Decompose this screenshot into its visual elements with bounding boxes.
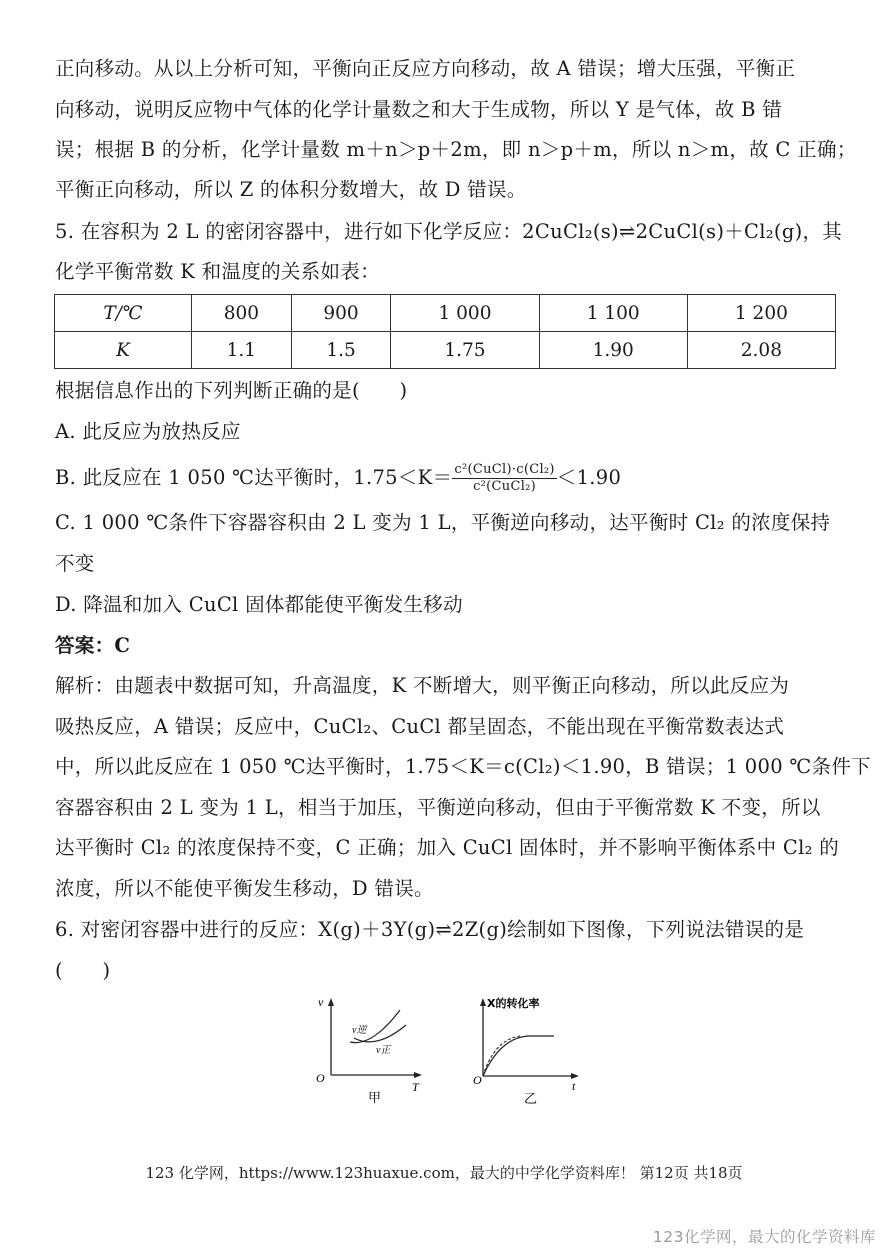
answer: 答案：C <box>55 634 131 657</box>
table-cell: 1 000 <box>391 295 539 332</box>
table-cell: 1.90 <box>539 332 687 369</box>
curve-label-v-forward: v正 <box>376 1045 391 1056</box>
equilibrium-constant-table <box>54 294 836 369</box>
question-6-stem: ( ) <box>55 959 111 982</box>
graph-yi <box>468 990 598 1115</box>
option-c: C. 1 000 ℃条件下容器容积由 2 L 变为 1 L，平衡逆向移动，达平衡时 Cl₂ 的浓度保持 <box>55 511 831 534</box>
question-5-stem: 化学平衡常数 K 和温度的关系如表： <box>55 260 380 283</box>
y-axis-label: v <box>318 995 324 1009</box>
question-5-stem: 5. 在容积为 2 L 的密闭容器中，进行如下化学反应：2CuCl₂(s)⇌2CuCl(s)＋Cl₂(g)，其 <box>55 220 843 243</box>
curve-dashed <box>483 1036 520 1076</box>
option-b-suffix: ＜1.90 <box>556 466 622 489</box>
analysis-text-line: 中，所以此反应在 1 050 ℃达平衡时，1.75＜K＝c(Cl₂)＜1.90，B 错误；1 000 ℃条件下 <box>55 755 871 778</box>
question-5-prompt: 根据信息作出的下列判断正确的是( ) <box>55 379 408 402</box>
table-cell: 1.75 <box>391 332 539 369</box>
x-axis-label: T <box>412 1080 419 1094</box>
table-cell: 1 100 <box>539 295 687 332</box>
table-cell: 1.1 <box>192 332 292 369</box>
analysis-text-line: 解析：由题表中数据可知，升高温度，K 不断增大，则平衡正向移动，所以此反应为 <box>55 674 790 697</box>
y-axis-label: X的转化率 <box>487 997 540 1010</box>
option-b <box>55 462 845 495</box>
table-row <box>55 332 836 369</box>
option-d: D. 降温和加入 CuCl 固体都能使平衡发生移动 <box>55 593 463 616</box>
table-cell: 2.08 <box>687 332 835 369</box>
table-cell: 800 <box>192 295 292 332</box>
graph-caption: 乙 <box>524 1092 538 1107</box>
table-header-k: K <box>55 332 192 369</box>
origin-label: O <box>316 1071 325 1085</box>
analysis-text-line: 正向移动。从以上分析可知，平衡向正反应方向移动，故 A 错误；增大压强，平衡正 <box>55 57 796 80</box>
question-6-stem: 6. 对密闭容器中进行的反应：X(g)＋3Y(g)⇌2Z(g)绘制如下图像，下列说法错误的是 <box>55 918 805 941</box>
analysis-text-line: 浓度，所以不能使平衡发生移动，D 错误。 <box>55 877 434 900</box>
origin-label: O <box>473 1073 482 1087</box>
option-b-prefix: B. 此反应在 1 050 ℃达平衡时，1.75＜K＝ <box>55 466 453 489</box>
option-a: A. 此反应为放热反应 <box>55 420 241 443</box>
analysis-text-line: 容器容积由 2 L 变为 1 L，相当于加压，平衡逆向移动，但由于平衡常数 K 不变，所以 <box>55 796 821 819</box>
curve-solid <box>483 1036 554 1076</box>
y-axis-arrow <box>480 998 486 1006</box>
fraction-numerator: c²(CuCl)·c(Cl₂) <box>454 462 555 477</box>
table-cell: 900 <box>291 295 391 332</box>
y-axis-arrow <box>328 998 334 1006</box>
analysis-text-line: 达平衡时 Cl₂ 的浓度保持不变，C 正确；加入 CuCl 固体时，并不影响平衡体系中 Cl₂ 的 <box>55 836 840 859</box>
analysis-text-line: 平衡正向移动，所以 Z 的体积分数增大，故 D 错误。 <box>55 178 527 201</box>
graph-jia <box>310 990 450 1110</box>
analysis-text-line: 向移动，说明反应物中气体的化学计量数之和大于生成物，所以 Y 是气体，故 B 错 <box>55 98 782 121</box>
curve-label-v-reverse: v逆 <box>352 1025 367 1036</box>
equilibrium-fraction <box>452 462 556 495</box>
table-header-temperature: T/℃ <box>55 295 192 332</box>
fraction-denominator: c²(CuCl₂) <box>473 479 537 494</box>
analysis-text-line: 误；根据 B 的分析，化学计量数 m＋n＞p＋2m，即 n＞p＋m，所以 n＞m，故 C 正确； <box>55 138 857 161</box>
graph-caption: 甲 <box>368 1091 382 1106</box>
x-axis-label: t <box>572 1079 576 1093</box>
watermark: 123化学网，最大的化学资料库 <box>652 1228 876 1246</box>
x-axis-arrow <box>414 1072 422 1078</box>
table-cell: 1 200 <box>687 295 835 332</box>
table-cell: 1.5 <box>291 332 391 369</box>
table-row <box>55 295 836 332</box>
analysis-text-line: 吸热反应，A 错误；反应中，CuCl₂、CuCl 都呈固态，不能出现在平衡常数表达式 <box>55 715 785 738</box>
page-footer: 123 化学网，https://www.123huaxue.com，最大的中学化学资料库！ 第12页 共18页 <box>145 1164 743 1182</box>
option-c-continued: 不变 <box>55 552 95 575</box>
